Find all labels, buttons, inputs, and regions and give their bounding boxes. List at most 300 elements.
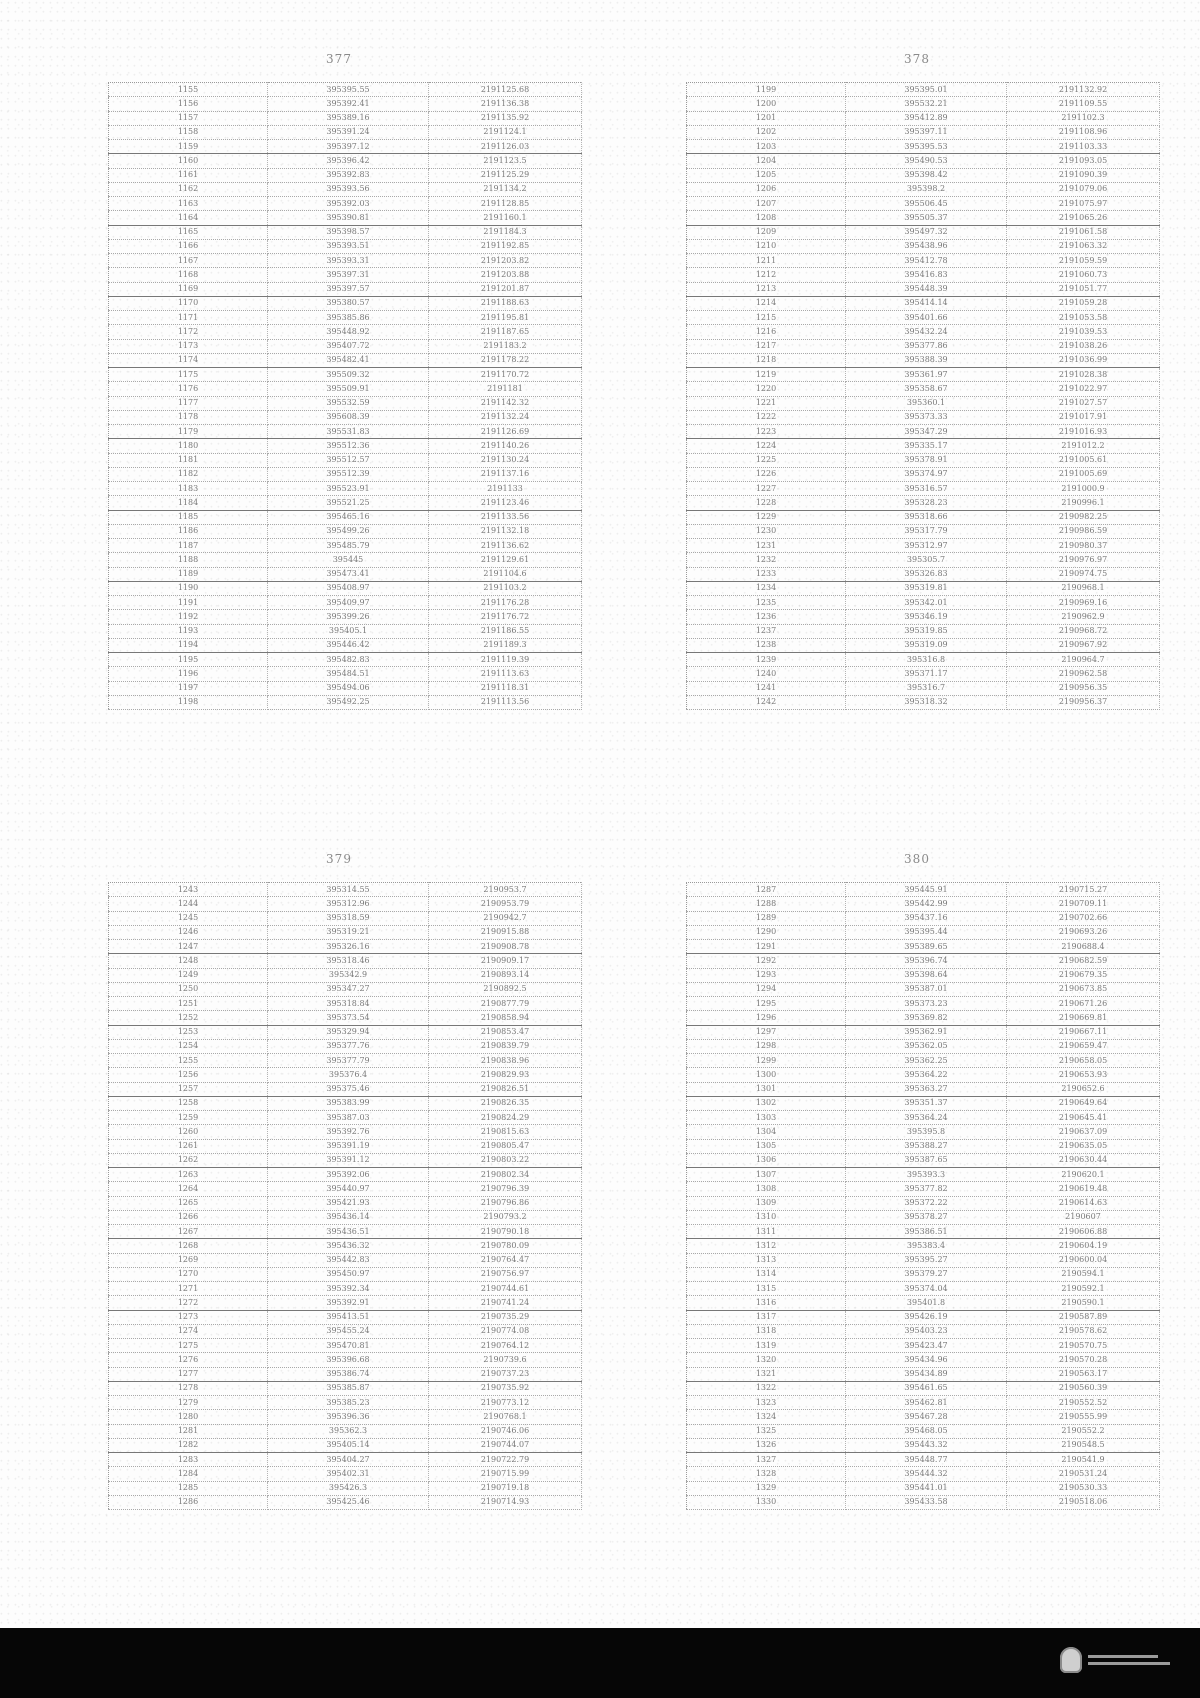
- point-number-cell: 1170: [109, 296, 268, 310]
- x-coordinate-cell: 395445.91: [846, 883, 1007, 897]
- y-coordinate-cell: 2190709.11: [1007, 897, 1160, 911]
- y-coordinate-cell: 2191017.91: [1007, 410, 1160, 424]
- point-number-cell: 1321: [687, 1367, 846, 1381]
- table-row: [687, 1381, 1160, 1395]
- table-row: [687, 382, 1160, 396]
- y-coordinate-cell: 2190688.4: [1007, 940, 1160, 954]
- table-row: [687, 140, 1160, 154]
- y-coordinate-cell: 2191142.32: [429, 396, 582, 410]
- page-number: 379: [326, 852, 352, 866]
- table-row: [109, 1068, 582, 1082]
- point-number-cell: 1330: [687, 1495, 846, 1509]
- y-coordinate-cell: 2191189.3: [429, 638, 582, 652]
- point-number-cell: 1190: [109, 581, 268, 595]
- point-number-cell: 1287: [687, 883, 846, 897]
- point-number-cell: 1160: [109, 154, 268, 168]
- table-row: [109, 439, 582, 453]
- table-row: [109, 897, 582, 911]
- x-coordinate-cell: 395391.12: [268, 1153, 429, 1167]
- y-coordinate-cell: 2190679.35: [1007, 968, 1160, 982]
- x-coordinate-cell: 395393.56: [268, 182, 429, 196]
- point-number-cell: 1196: [109, 667, 268, 681]
- table-row: [687, 1481, 1160, 1495]
- table-row: [687, 482, 1160, 496]
- point-number-cell: 1286: [109, 1495, 268, 1509]
- y-coordinate-cell: 2191129.61: [429, 553, 582, 567]
- table-row: [687, 339, 1160, 353]
- table-row: [687, 539, 1160, 553]
- x-coordinate-cell: 395390.81: [268, 211, 429, 225]
- table-row: [687, 940, 1160, 954]
- x-coordinate-cell: 395441.01: [846, 1481, 1007, 1495]
- y-coordinate-cell: 2190570.28: [1007, 1353, 1160, 1367]
- x-coordinate-cell: 395401.66: [846, 311, 1007, 325]
- table-row: [109, 296, 582, 310]
- ledger-block-page-377: [108, 52, 570, 710]
- point-number-cell: 1279: [109, 1396, 268, 1410]
- table-row: [687, 653, 1160, 667]
- y-coordinate-cell: 2190744.61: [429, 1282, 582, 1296]
- y-coordinate-cell: 2191125.68: [429, 83, 582, 97]
- point-number-cell: 1226: [687, 467, 846, 481]
- y-coordinate-cell: 2190839.79: [429, 1039, 582, 1053]
- point-number-cell: 1172: [109, 325, 268, 339]
- x-coordinate-cell: 395373.23: [846, 997, 1007, 1011]
- table-row: [109, 467, 582, 481]
- table-row: [109, 1182, 582, 1196]
- x-coordinate-cell: 395436.14: [268, 1210, 429, 1224]
- x-coordinate-cell: 395371.17: [846, 667, 1007, 681]
- y-coordinate-cell: 2190518.06: [1007, 1495, 1160, 1509]
- table-row: [109, 425, 582, 439]
- table-row: [687, 154, 1160, 168]
- point-number-cell: 1193: [109, 624, 268, 638]
- table-row: [687, 1111, 1160, 1125]
- point-number-cell: 1319: [687, 1339, 846, 1353]
- point-number-cell: 1177: [109, 396, 268, 410]
- table-row: [687, 1396, 1160, 1410]
- table-row: [687, 1310, 1160, 1324]
- y-coordinate-cell: 2190796.86: [429, 1196, 582, 1210]
- point-number-cell: 1213: [687, 282, 846, 296]
- point-number-cell: 1251: [109, 997, 268, 1011]
- x-coordinate-cell: 395532.21: [846, 97, 1007, 111]
- y-coordinate-cell: 2190578.62: [1007, 1324, 1160, 1338]
- table-row: [687, 897, 1160, 911]
- table-row: [687, 596, 1160, 610]
- x-coordinate-cell: 395312.96: [268, 897, 429, 911]
- table-row: [687, 111, 1160, 125]
- point-number-cell: 1218: [687, 353, 846, 367]
- table-row: [109, 954, 582, 968]
- table-row: [687, 524, 1160, 538]
- x-coordinate-cell: 395316.57: [846, 482, 1007, 496]
- x-coordinate-cell: 395386.51: [846, 1225, 1007, 1239]
- y-coordinate-cell: 2190658.05: [1007, 1054, 1160, 1068]
- x-coordinate-cell: 395408.97: [268, 581, 429, 595]
- point-number-cell: 1230: [687, 524, 846, 538]
- table-row: [109, 339, 582, 353]
- y-coordinate-cell: 2190682.59: [1007, 954, 1160, 968]
- table-row: [109, 282, 582, 296]
- point-number-cell: 1223: [687, 425, 846, 439]
- x-coordinate-cell: 395383.4: [846, 1239, 1007, 1253]
- x-coordinate-cell: 395373.33: [846, 410, 1007, 424]
- point-number-cell: 1266: [109, 1210, 268, 1224]
- logo-text-lines: [1088, 1655, 1170, 1665]
- point-number-cell: 1260: [109, 1125, 268, 1139]
- point-number-cell: 1186: [109, 524, 268, 538]
- point-number-cell: 1271: [109, 1282, 268, 1296]
- y-coordinate-cell: 2191136.38: [429, 97, 582, 111]
- table-row: [687, 1125, 1160, 1139]
- x-coordinate-cell: 395395.44: [846, 925, 1007, 939]
- x-coordinate-cell: 395397.12: [268, 140, 429, 154]
- table-row: [687, 1353, 1160, 1367]
- x-coordinate-cell: 395445: [268, 553, 429, 567]
- y-coordinate-cell: 2190803.22: [429, 1153, 582, 1167]
- y-coordinate-cell: 2191063.32: [1007, 239, 1160, 253]
- point-number-cell: 1274: [109, 1324, 268, 1338]
- x-coordinate-cell: 395375.46: [268, 1082, 429, 1096]
- ledger-block-page-378: [686, 52, 1148, 710]
- x-coordinate-cell: 395442.99: [846, 897, 1007, 911]
- point-number-cell: 1273: [109, 1310, 268, 1324]
- table-row: [687, 1168, 1160, 1182]
- table-row: [109, 182, 582, 196]
- table-row: [109, 211, 582, 225]
- point-number-cell: 1285: [109, 1481, 268, 1495]
- point-number-cell: 1322: [687, 1381, 846, 1395]
- table-row: [687, 353, 1160, 367]
- x-coordinate-cell: 395450.97: [268, 1267, 429, 1281]
- point-number-cell: 1259: [109, 1111, 268, 1125]
- y-coordinate-cell: 2190620.1: [1007, 1168, 1160, 1182]
- y-coordinate-cell: 2190773.12: [429, 1396, 582, 1410]
- x-coordinate-cell: 395319.85: [846, 624, 1007, 638]
- x-coordinate-cell: 395395.01: [846, 83, 1007, 97]
- table-row: [109, 410, 582, 424]
- table-row: [109, 539, 582, 553]
- x-coordinate-cell: 395396.42: [268, 154, 429, 168]
- x-coordinate-cell: 395361.97: [846, 368, 1007, 382]
- point-number-cell: 1262: [109, 1153, 268, 1167]
- table-row: [109, 667, 582, 681]
- y-coordinate-cell: 2191187.65: [429, 325, 582, 339]
- x-coordinate-cell: 395490.53: [846, 154, 1007, 168]
- y-coordinate-cell: 2190815.63: [429, 1125, 582, 1139]
- y-coordinate-cell: 2191103.33: [1007, 140, 1160, 154]
- table-row: [109, 1438, 582, 1452]
- x-coordinate-cell: 395438.96: [846, 239, 1007, 253]
- point-number-cell: 1278: [109, 1381, 268, 1395]
- x-coordinate-cell: 395505.37: [846, 211, 1007, 225]
- y-coordinate-cell: 2191135.92: [429, 111, 582, 125]
- point-number-cell: 1173: [109, 339, 268, 353]
- table-row: [109, 140, 582, 154]
- x-coordinate-cell: 395531.83: [268, 425, 429, 439]
- table-row: [109, 925, 582, 939]
- x-coordinate-cell: 395497.32: [846, 225, 1007, 239]
- x-coordinate-cell: 395396.36: [268, 1410, 429, 1424]
- y-coordinate-cell: 2191005.61: [1007, 453, 1160, 467]
- x-coordinate-cell: 395379.27: [846, 1267, 1007, 1281]
- y-coordinate-cell: 2191039.53: [1007, 325, 1160, 339]
- point-number-cell: 1234: [687, 581, 846, 595]
- table-row: [687, 1495, 1160, 1509]
- table-row: [109, 1239, 582, 1253]
- table-row: [109, 1139, 582, 1153]
- x-coordinate-cell: 395442.83: [268, 1253, 429, 1267]
- y-coordinate-cell: 2190587.89: [1007, 1310, 1160, 1324]
- table-row: [109, 982, 582, 996]
- point-number-cell: 1185: [109, 510, 268, 524]
- table-row: [687, 496, 1160, 510]
- table-row: [687, 97, 1160, 111]
- point-number-cell: 1192: [109, 610, 268, 624]
- point-number-cell: 1299: [687, 1054, 846, 1068]
- x-coordinate-cell: 395360.1: [846, 396, 1007, 410]
- point-number-cell: 1294: [687, 982, 846, 996]
- y-coordinate-cell: 2190956.35: [1007, 681, 1160, 695]
- x-coordinate-cell: 395372.22: [846, 1196, 1007, 1210]
- y-coordinate-cell: 2190714.93: [429, 1495, 582, 1509]
- x-coordinate-cell: 395485.79: [268, 539, 429, 553]
- x-coordinate-cell: 395482.83: [268, 653, 429, 667]
- table-row: [687, 968, 1160, 982]
- point-number-cell: 1176: [109, 382, 268, 396]
- table-row: [109, 638, 582, 652]
- point-number-cell: 1206: [687, 182, 846, 196]
- point-number-cell: 1311: [687, 1225, 846, 1239]
- point-number-cell: 1229: [687, 510, 846, 524]
- point-number-cell: 1155: [109, 83, 268, 97]
- y-coordinate-cell: 2190915.88: [429, 925, 582, 939]
- point-number-cell: 1290: [687, 925, 846, 939]
- scanner-footer-band: [0, 1628, 1200, 1698]
- table-row: [687, 1196, 1160, 1210]
- point-number-cell: 1211: [687, 254, 846, 268]
- x-coordinate-cell: 395374.97: [846, 467, 1007, 481]
- x-coordinate-cell: 395436.51: [268, 1225, 429, 1239]
- point-number-cell: 1305: [687, 1139, 846, 1153]
- point-number-cell: 1309: [687, 1196, 846, 1210]
- y-coordinate-cell: 2191132.92: [1007, 83, 1160, 97]
- x-coordinate-cell: 395392.83: [268, 168, 429, 182]
- y-coordinate-cell: 2190826.35: [429, 1096, 582, 1110]
- y-coordinate-cell: 2191038.26: [1007, 339, 1160, 353]
- table-row: [687, 425, 1160, 439]
- point-number-cell: 1216: [687, 325, 846, 339]
- y-coordinate-cell: 2190974.75: [1007, 567, 1160, 581]
- table-row: [687, 581, 1160, 595]
- x-coordinate-cell: 395369.82: [846, 1011, 1007, 1025]
- point-number-cell: 1257: [109, 1082, 268, 1096]
- point-number-cell: 1198: [109, 695, 268, 709]
- y-coordinate-cell: 2190986.59: [1007, 524, 1160, 538]
- point-number-cell: 1289: [687, 911, 846, 925]
- x-coordinate-cell: 395378.27: [846, 1210, 1007, 1224]
- table-row: [687, 1367, 1160, 1381]
- y-coordinate-cell: 2191124.1: [429, 125, 582, 139]
- point-number-cell: 1232: [687, 553, 846, 567]
- table-row: [109, 1210, 582, 1224]
- table-row: [109, 624, 582, 638]
- point-number-cell: 1165: [109, 225, 268, 239]
- table-row: [687, 239, 1160, 253]
- y-coordinate-cell: 2190764.47: [429, 1253, 582, 1267]
- y-coordinate-cell: 2191133: [429, 482, 582, 496]
- table-row: [109, 1196, 582, 1210]
- x-coordinate-cell: 395532.59: [268, 396, 429, 410]
- point-number-cell: 1252: [109, 1011, 268, 1025]
- point-number-cell: 1189: [109, 567, 268, 581]
- table-row: [687, 567, 1160, 581]
- table-row: [109, 1453, 582, 1467]
- x-coordinate-cell: 395412.89: [846, 111, 1007, 125]
- y-coordinate-cell: 2191125.29: [429, 168, 582, 182]
- table-row: [109, 911, 582, 925]
- table-row: [687, 610, 1160, 624]
- y-coordinate-cell: 2191016.93: [1007, 425, 1160, 439]
- y-coordinate-cell: 2191181: [429, 382, 582, 396]
- table-row: [687, 982, 1160, 996]
- point-number-cell: 1162: [109, 182, 268, 196]
- x-coordinate-cell: 395421.93: [268, 1196, 429, 1210]
- x-coordinate-cell: 395319.09: [846, 638, 1007, 652]
- point-number-cell: 1298: [687, 1039, 846, 1053]
- point-number-cell: 1264: [109, 1182, 268, 1196]
- point-number-cell: 1297: [687, 1025, 846, 1039]
- point-number-cell: 1328: [687, 1467, 846, 1481]
- y-coordinate-cell: 2191186.55: [429, 624, 582, 638]
- point-number-cell: 1201: [687, 111, 846, 125]
- x-coordinate-cell: 395373.54: [268, 1011, 429, 1025]
- point-number-cell: 1302: [687, 1096, 846, 1110]
- table-row: [109, 1495, 582, 1509]
- table-row: [687, 1054, 1160, 1068]
- point-number-cell: 1276: [109, 1353, 268, 1367]
- point-number-cell: 1205: [687, 168, 846, 182]
- x-coordinate-cell: 395342.01: [846, 596, 1007, 610]
- y-coordinate-cell: 2191192.85: [429, 239, 582, 253]
- x-coordinate-cell: 395378.91: [846, 453, 1007, 467]
- table-row: [687, 296, 1160, 310]
- table-row: [687, 1182, 1160, 1196]
- table-row: [687, 1296, 1160, 1310]
- point-number-cell: 1171: [109, 311, 268, 325]
- x-coordinate-cell: 395395.27: [846, 1253, 1007, 1267]
- y-coordinate-cell: 2191113.56: [429, 695, 582, 709]
- x-coordinate-cell: 395440.97: [268, 1182, 429, 1196]
- ledger-block-page-379: [108, 852, 570, 1510]
- table-row: [687, 1410, 1160, 1424]
- y-coordinate-cell: 2190552.52: [1007, 1396, 1160, 1410]
- point-number-cell: 1158: [109, 125, 268, 139]
- y-coordinate-cell: 2190909.17: [429, 954, 582, 968]
- y-coordinate-cell: 2190968.1: [1007, 581, 1160, 595]
- y-coordinate-cell: 2190826.51: [429, 1082, 582, 1096]
- y-coordinate-cell: 2191053.58: [1007, 311, 1160, 325]
- table-row: [109, 396, 582, 410]
- x-coordinate-cell: 395608.39: [268, 410, 429, 424]
- point-number-cell: 1267: [109, 1225, 268, 1239]
- x-coordinate-cell: 395470.81: [268, 1339, 429, 1353]
- y-coordinate-cell: 2190893.14: [429, 968, 582, 982]
- point-number-cell: 1324: [687, 1410, 846, 1424]
- x-coordinate-cell: 395385.23: [268, 1396, 429, 1410]
- table-row: [109, 125, 582, 139]
- point-number-cell: 1237: [687, 624, 846, 638]
- point-number-cell: 1284: [109, 1467, 268, 1481]
- x-coordinate-cell: 395346.19: [846, 610, 1007, 624]
- x-coordinate-cell: 395404.27: [268, 1453, 429, 1467]
- coordinate-table: [108, 882, 582, 1510]
- y-coordinate-cell: 2190653.93: [1007, 1068, 1160, 1082]
- x-coordinate-cell: 395494.06: [268, 681, 429, 695]
- x-coordinate-cell: 395482.41: [268, 353, 429, 367]
- table-row: [109, 1054, 582, 1068]
- point-number-cell: 1247: [109, 940, 268, 954]
- y-coordinate-cell: 2190719.18: [429, 1481, 582, 1495]
- table-row: [109, 168, 582, 182]
- table-row: [687, 1339, 1160, 1353]
- x-coordinate-cell: 395401.8: [846, 1296, 1007, 1310]
- point-number-cell: 1187: [109, 539, 268, 553]
- y-coordinate-cell: 2191176.28: [429, 596, 582, 610]
- point-number-cell: 1159: [109, 140, 268, 154]
- x-coordinate-cell: 395347.29: [846, 425, 1007, 439]
- point-number-cell: 1168: [109, 268, 268, 282]
- point-number-cell: 1215: [687, 311, 846, 325]
- point-number-cell: 1214: [687, 296, 846, 310]
- y-coordinate-cell: 2190693.26: [1007, 925, 1160, 939]
- y-coordinate-cell: 2190853.47: [429, 1025, 582, 1039]
- point-number-cell: 1228: [687, 496, 846, 510]
- y-coordinate-cell: 2190531.24: [1007, 1467, 1160, 1481]
- table-row: [687, 1467, 1160, 1481]
- x-coordinate-cell: 395316.7: [846, 681, 1007, 695]
- x-coordinate-cell: 395385.86: [268, 311, 429, 325]
- y-coordinate-cell: 2191132.24: [429, 410, 582, 424]
- y-coordinate-cell: 2191170.72: [429, 368, 582, 382]
- y-coordinate-cell: 2190764.12: [429, 1339, 582, 1353]
- x-coordinate-cell: 395377.79: [268, 1054, 429, 1068]
- x-coordinate-cell: 395399.26: [268, 610, 429, 624]
- y-coordinate-cell: 2190592.1: [1007, 1282, 1160, 1296]
- x-coordinate-cell: 395387.01: [846, 982, 1007, 996]
- x-coordinate-cell: 395364.24: [846, 1111, 1007, 1125]
- y-coordinate-cell: 2190969.16: [1007, 596, 1160, 610]
- coordinate-table: [108, 82, 582, 710]
- table-row: [687, 1153, 1160, 1167]
- y-coordinate-cell: 2190741.24: [429, 1296, 582, 1310]
- x-coordinate-cell: 395312.97: [846, 539, 1007, 553]
- x-coordinate-cell: 395393.3: [846, 1168, 1007, 1182]
- table-row: [109, 883, 582, 897]
- y-coordinate-cell: 2191183.2: [429, 339, 582, 353]
- table-row: [109, 368, 582, 382]
- y-coordinate-cell: 2191126.03: [429, 140, 582, 154]
- y-coordinate-cell: 2190744.07: [429, 1438, 582, 1452]
- table-row: [109, 97, 582, 111]
- table-row: [687, 1239, 1160, 1253]
- point-number-cell: 1301: [687, 1082, 846, 1096]
- x-coordinate-cell: 395391.19: [268, 1139, 429, 1153]
- table-row: [687, 553, 1160, 567]
- point-number-cell: 1197: [109, 681, 268, 695]
- point-number-cell: 1249: [109, 968, 268, 982]
